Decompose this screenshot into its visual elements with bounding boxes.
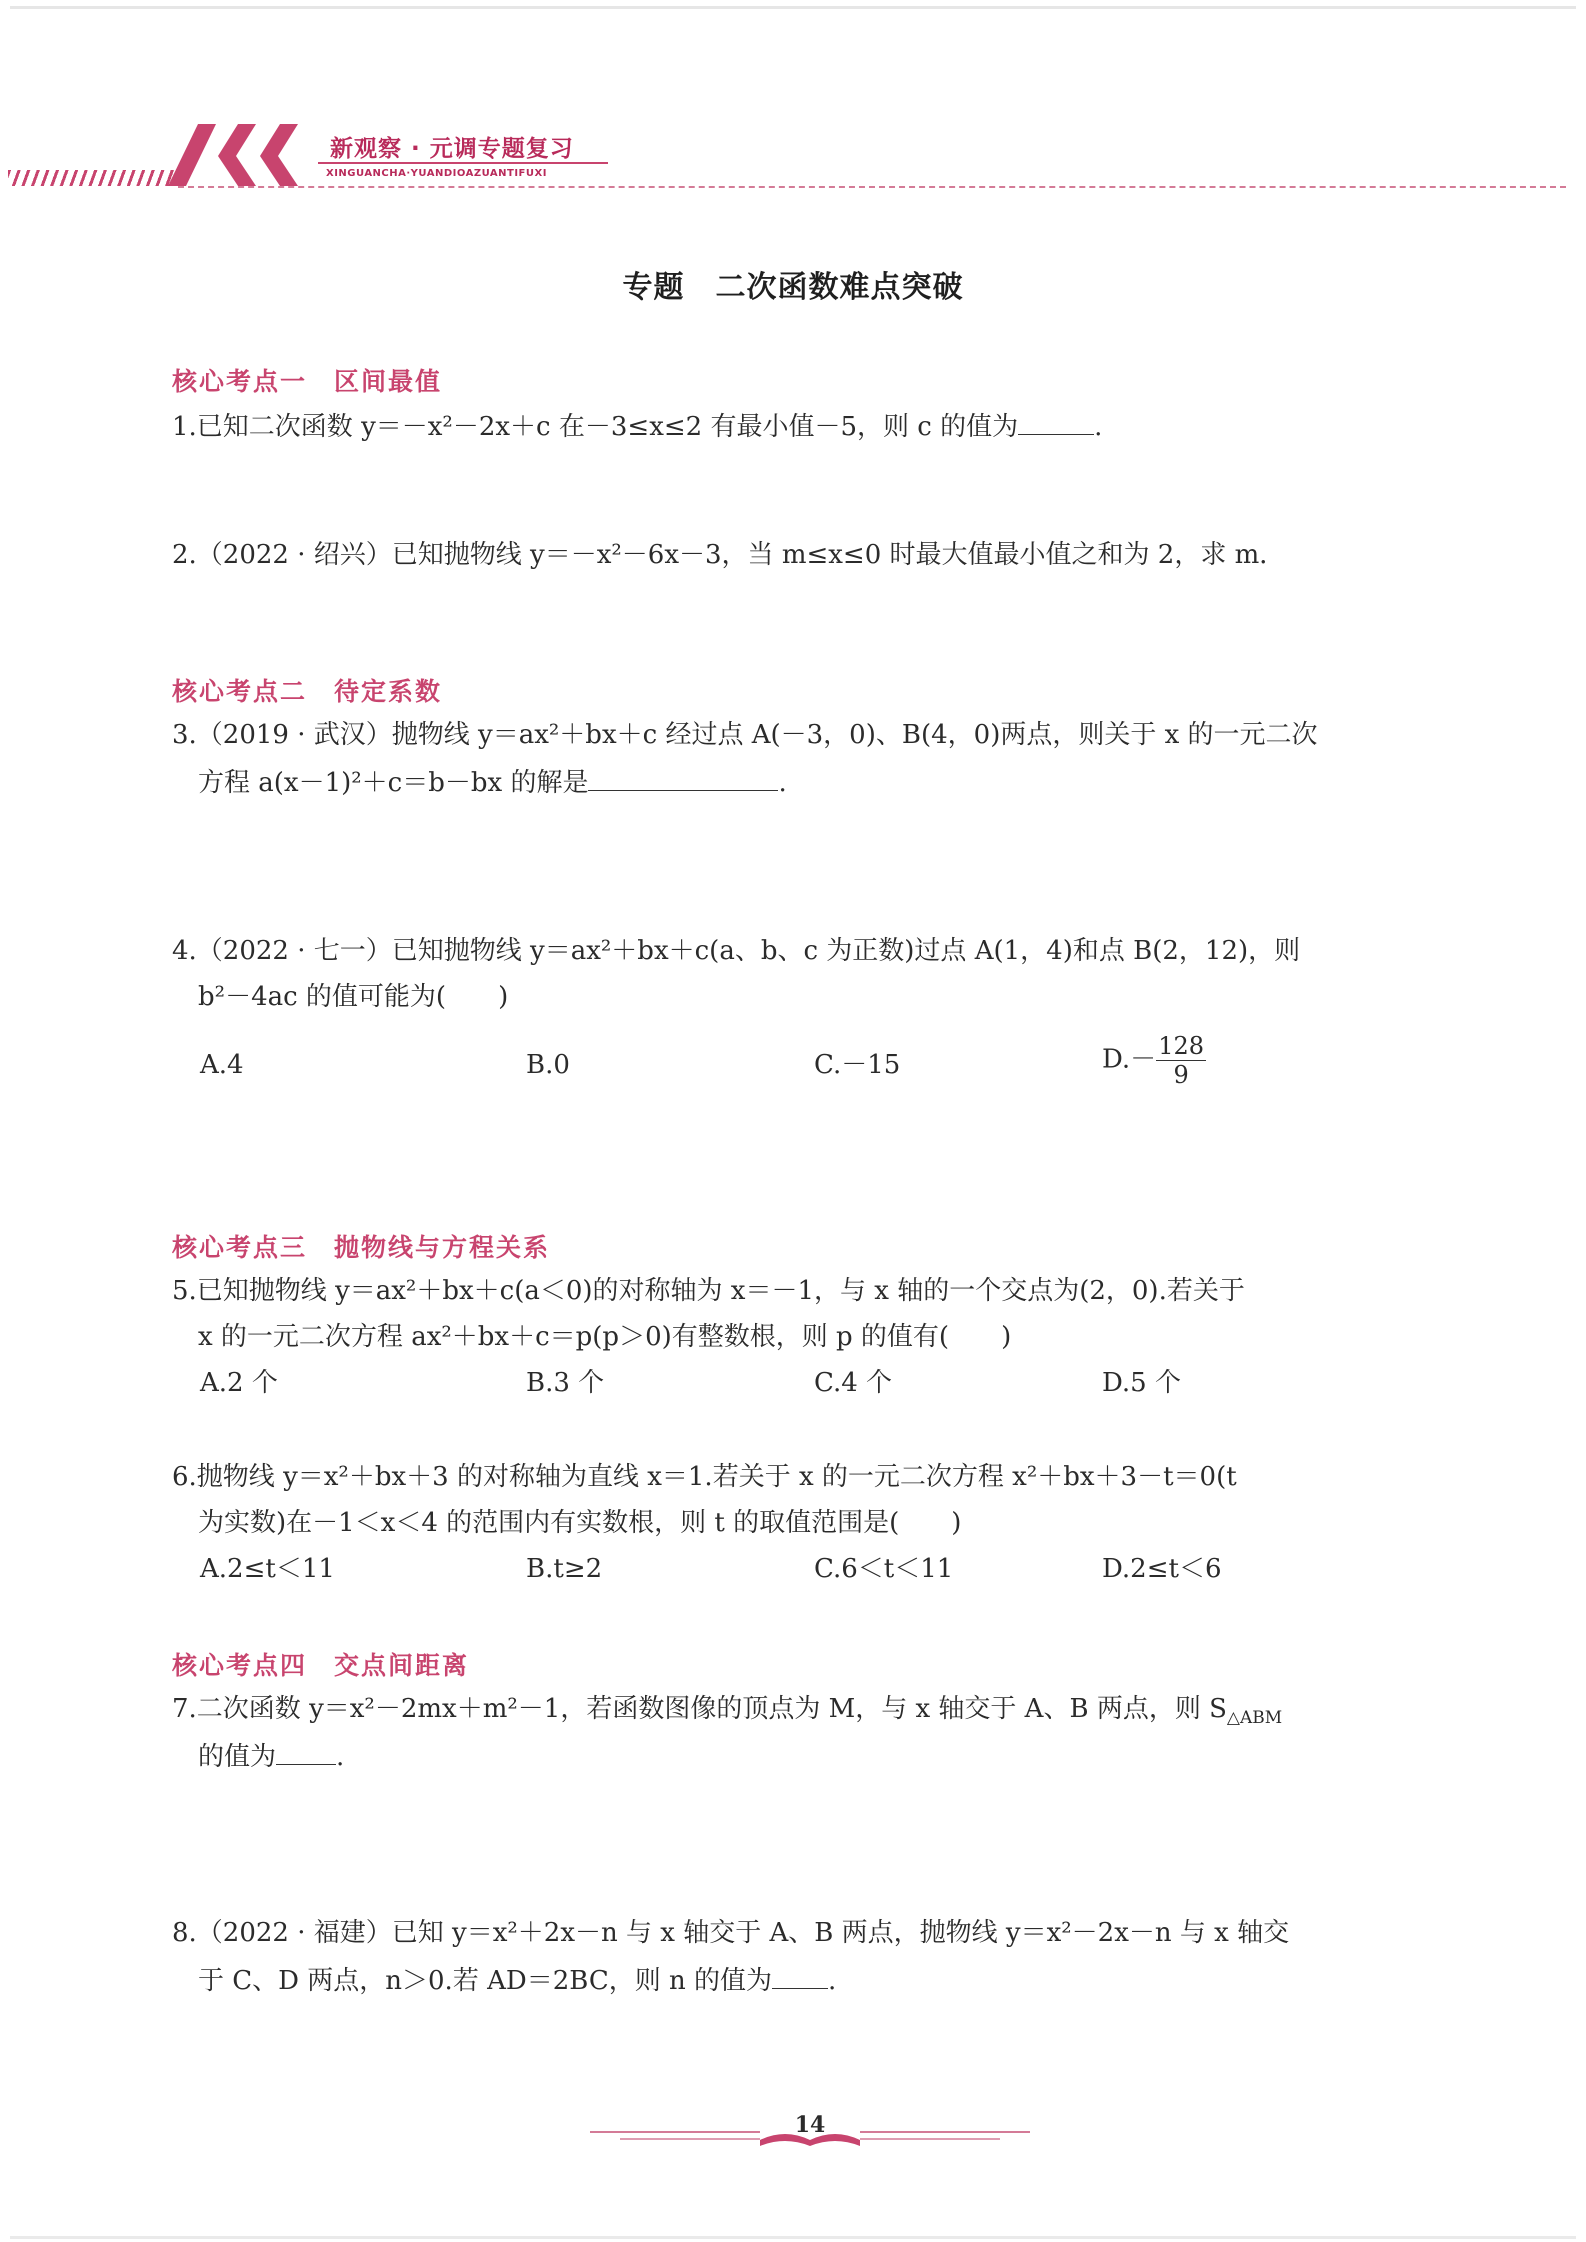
question-5-line-1: 5.已知抛物线 y＝ax²＋bx＋c(a＜0)的对称轴为 x＝－1，与 x 轴的一个交点为(2，0).若关于 [172, 1276, 1245, 1306]
header-subtitle: XINGUANCHA·YUANDIOAZUANTIFUXI [326, 168, 547, 179]
q6-option-d[interactable]: D.2≤t＜6 [1102, 1554, 1222, 1584]
period: . [336, 1742, 345, 1772]
q4-option-b[interactable]: B.0 [526, 1050, 570, 1080]
page-header [0, 118, 1586, 198]
question-5-line-2: x 的一元二次方程 ax²＋bx＋c＝p(p＞0)有整数根，则 p 的值有( ) [198, 1322, 1012, 1352]
period: . [828, 1966, 837, 1996]
question-8-line-2 [198, 1962, 836, 1998]
question-1-text: 1.已知二次函数 y＝－x²－2x＋c 在－3≤x≤2 有最小值－5，则 c 的值为 [172, 412, 1019, 442]
header-underline [318, 162, 608, 164]
section-heading-3: 核心考点三 抛物线与方程关系 [172, 1233, 551, 1262]
bottom-border [10, 2236, 1576, 2239]
question-7-line-2 [198, 1738, 344, 1774]
period: . [778, 768, 787, 798]
fraction-numerator: 128 [1158, 1032, 1204, 1060]
answer-blank[interactable] [1018, 408, 1094, 435]
header-hatch-decoration [8, 170, 178, 186]
q4-option-a[interactable]: A.4 [200, 1050, 244, 1080]
question-6-line-2: 为实数)在－1＜x＜4 的范围内有实数根，则 t 的取值范围是( ) [198, 1508, 962, 1538]
page-footer [590, 2112, 1030, 2152]
section-heading-4: 核心考点四 交点间距离 [172, 1651, 470, 1680]
question-2: 2.（2022 · 绍兴）已知抛物线 y＝－x²－6x－3，当 m≤x≤0 时最大值最小值之和为 2，求 m． [172, 540, 1286, 570]
answer-blank[interactable] [588, 764, 778, 791]
q6-option-b[interactable]: B.t≥2 [526, 1554, 603, 1584]
q6-option-a[interactable]: A.2≤t＜11 [200, 1554, 335, 1584]
period: . [1094, 412, 1103, 442]
q5-option-c[interactable]: C.4 个 [814, 1368, 893, 1398]
question-3-line-1: 3.（2019 · 武汉）抛物线 y＝ax²＋bx＋c 经过点 A(－3，0)、B(4，0)两点，则关于 x 的一元二次 [172, 720, 1318, 750]
q5-option-a[interactable]: A.2 个 [200, 1368, 278, 1398]
question-8-line-1: 8.（2022 · 福建）已知 y＝x²＋2x－n 与 x 轴交于 A、B 两点，抛物线 y＝x²－2x－n 与 x 轴交 [172, 1918, 1290, 1948]
q4-option-d[interactable] [1102, 1032, 1206, 1089]
chevron-logo-icon [168, 122, 318, 188]
q4-option-d-prefix: D.－ [1102, 1044, 1157, 1075]
header-title: 新观察 · 元调专题复习 [330, 136, 574, 162]
question-7-line-1 [172, 1692, 1282, 1735]
question-4-line-1: 4.（2022 · 七一）已知抛物线 y＝ax²＋bx＋c(a、b、c 为正数)过点 A(1，4)和点 B(2，12)，则 [172, 936, 1301, 966]
topic-title: 专题 二次函数难点突破 [622, 270, 964, 305]
q4-option-c[interactable]: C.－15 [814, 1050, 901, 1080]
section-heading-2: 核心考点二 待定系数 [172, 677, 443, 706]
question-7-text: 的值为 [198, 1742, 277, 1772]
fraction [1156, 1032, 1206, 1089]
section-heading-1: 核心考点一 区间最值 [172, 367, 443, 396]
q6-option-c[interactable]: C.6＜t＜11 [814, 1554, 954, 1584]
question-1 [172, 408, 1102, 444]
question-3-text: 方程 a(x－1)²＋c＝b－bx 的解是 [198, 768, 589, 798]
subscript: △ABM [1226, 1708, 1283, 1729]
header-dashed-rule [178, 186, 1566, 188]
answer-blank[interactable] [276, 1738, 336, 1765]
q5-option-b[interactable]: B.3 个 [526, 1368, 605, 1398]
answer-blank[interactable] [772, 1962, 828, 1989]
question-3-line-2 [198, 764, 787, 800]
question-6-line-1: 6.抛物线 y＝x²＋bx＋3 的对称轴为直线 x＝1.若关于 x 的一元二次方程 x²＋bx＋3－t＝0(t [172, 1462, 1237, 1492]
question-8-text: 于 C、D 两点，n＞0.若 AD＝2BC，则 n 的值为 [198, 1966, 773, 1996]
fraction-denominator: 9 [1173, 1061, 1189, 1089]
page-number: 14 [794, 2112, 826, 2138]
top-border [10, 6, 1576, 9]
q5-option-d[interactable]: D.5 个 [1102, 1368, 1181, 1398]
question-7-text: 7.二次函数 y＝x²－2mx＋m²－1，若函数图像的顶点为 M，与 x 轴交于 A、B 两点，则 S [172, 1694, 1227, 1724]
question-4-line-2: b²－4ac 的值可能为( ) [198, 982, 509, 1012]
